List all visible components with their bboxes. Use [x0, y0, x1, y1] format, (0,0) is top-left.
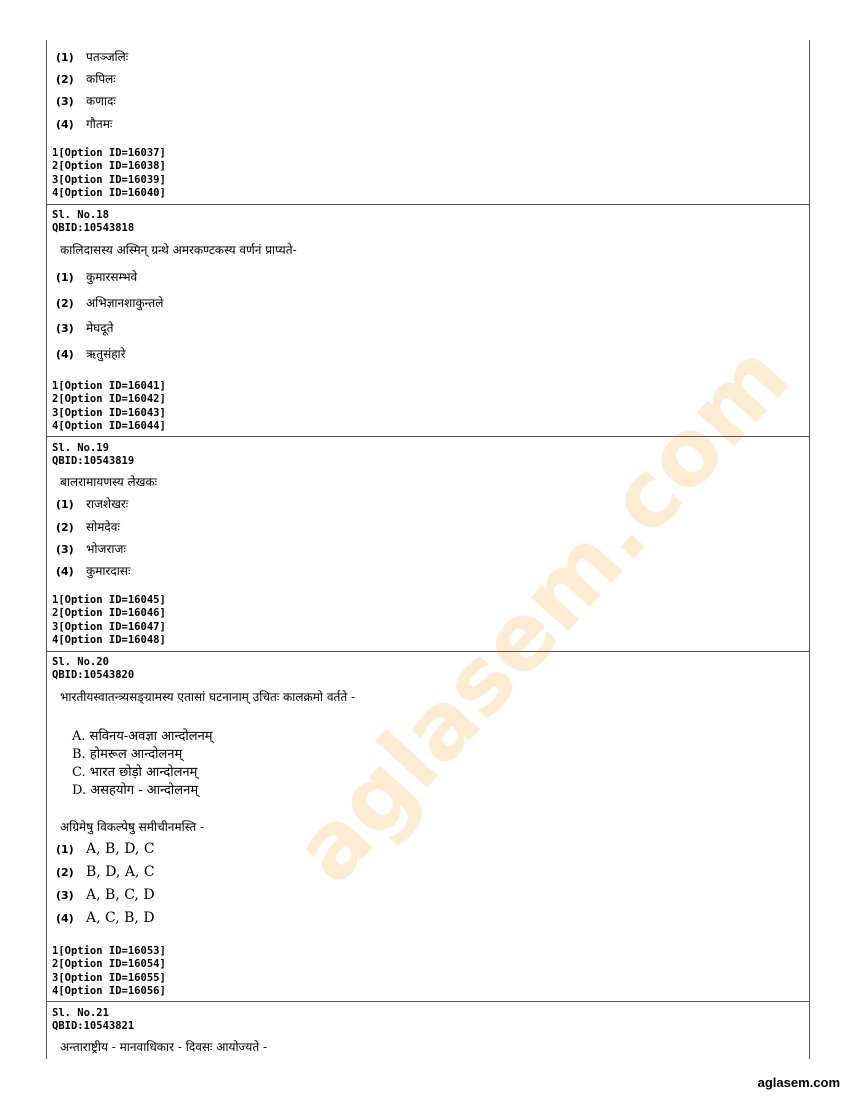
option-4[interactable]: (4) A, C, B, D — [56, 910, 155, 926]
option-2[interactable]: (2) अभिज्ञानशाकुन्तले — [56, 296, 164, 310]
question-text: भारतीयस्वातन्त्र्यसङ्ग्रामस्य एतासां घटनानाम् उचितः कालक्रमो वर्तते - — [60, 690, 356, 704]
option-1[interactable]: (1) कुमारसम्भवे — [56, 270, 138, 284]
divider — [46, 651, 810, 652]
option-4[interactable]: (4) गौतमः — [56, 117, 113, 131]
serial-number: Sl. No.20 QBID:10543820 — [52, 656, 135, 681]
option-2[interactable]: (2) कपिलः — [56, 72, 116, 86]
option-3[interactable]: (3) मेघदूते — [56, 321, 114, 335]
statement-b: B. होमरूल आन्दोलनम् — [72, 747, 183, 762]
option-3[interactable]: (3) भोजराजः — [56, 542, 126, 556]
option-2[interactable]: (2) B, D, A, C — [56, 864, 155, 880]
watermark: aglasem.com — [273, 323, 810, 904]
option-1[interactable]: (1) A, B, D, C — [56, 841, 155, 857]
question-text: बालरामायणस्य लेखकः — [60, 475, 158, 489]
option-4[interactable]: (4) कुमारदासः — [56, 564, 131, 578]
option-3[interactable]: (3) A, B, C, D — [56, 887, 155, 903]
option-id-list: 1[Option ID=16041] 2[Option ID=16042] 3[Option ID=16043] 4[Option ID=16044] — [52, 380, 166, 432]
option-4[interactable]: (4) ऋतुसंहारे — [56, 347, 126, 361]
divider — [46, 1001, 810, 1002]
statement-d: D. असहयोग - आन्दोलनम् — [72, 783, 199, 798]
option-3[interactable]: (3) कणादः — [56, 94, 116, 108]
option-1[interactable]: (1) राजशेखरः — [56, 497, 129, 511]
brand-logo-text[interactable]: aglasem.com — [757, 1075, 840, 1090]
serial-number: Sl. No.19 QBID:10543819 — [52, 442, 135, 467]
divider — [46, 204, 810, 205]
serial-number: Sl. No.18 QBID:10543818 — [52, 209, 135, 234]
option-id-list: 1[Option ID=16045] 2[Option ID=16046] 3[Option ID=16047] 4[Option ID=16048] — [52, 594, 166, 646]
serial-number: Sl. No.21 QBID:10543821 — [52, 1007, 135, 1032]
divider — [46, 436, 810, 437]
question-text: कालिदासस्य अस्मिन् ग्रन्थे अमरकण्टकस्य वर्णनं प्राप्यते- — [60, 243, 297, 257]
statement-c: C. भारत छोड़ो आन्दोलनम् — [72, 765, 198, 780]
question-text: अन्ताराष्ट्रीय - मानवाधिकार - दिवसः आयोज्यते - — [60, 1040, 268, 1054]
option-id-list: 1[Option ID=16037] 2[Option ID=16038] 3[Option ID=16039] 4[Option ID=16040] — [52, 147, 166, 199]
option-id-list: 1[Option ID=16053] 2[Option ID=16054] 3[Option ID=16055] 4[Option ID=16056] — [52, 945, 166, 997]
question-prompt: अग्रिमेषु विकल्पेषु समीचीनमस्ति - — [60, 820, 205, 834]
option-1[interactable]: (1) पतञ्जलिः — [56, 50, 129, 64]
statement-a: A. सविनय-अवज्ञा आन्दोलनम् — [72, 729, 213, 744]
option-2[interactable]: (2) सोमदेवः — [56, 520, 120, 534]
